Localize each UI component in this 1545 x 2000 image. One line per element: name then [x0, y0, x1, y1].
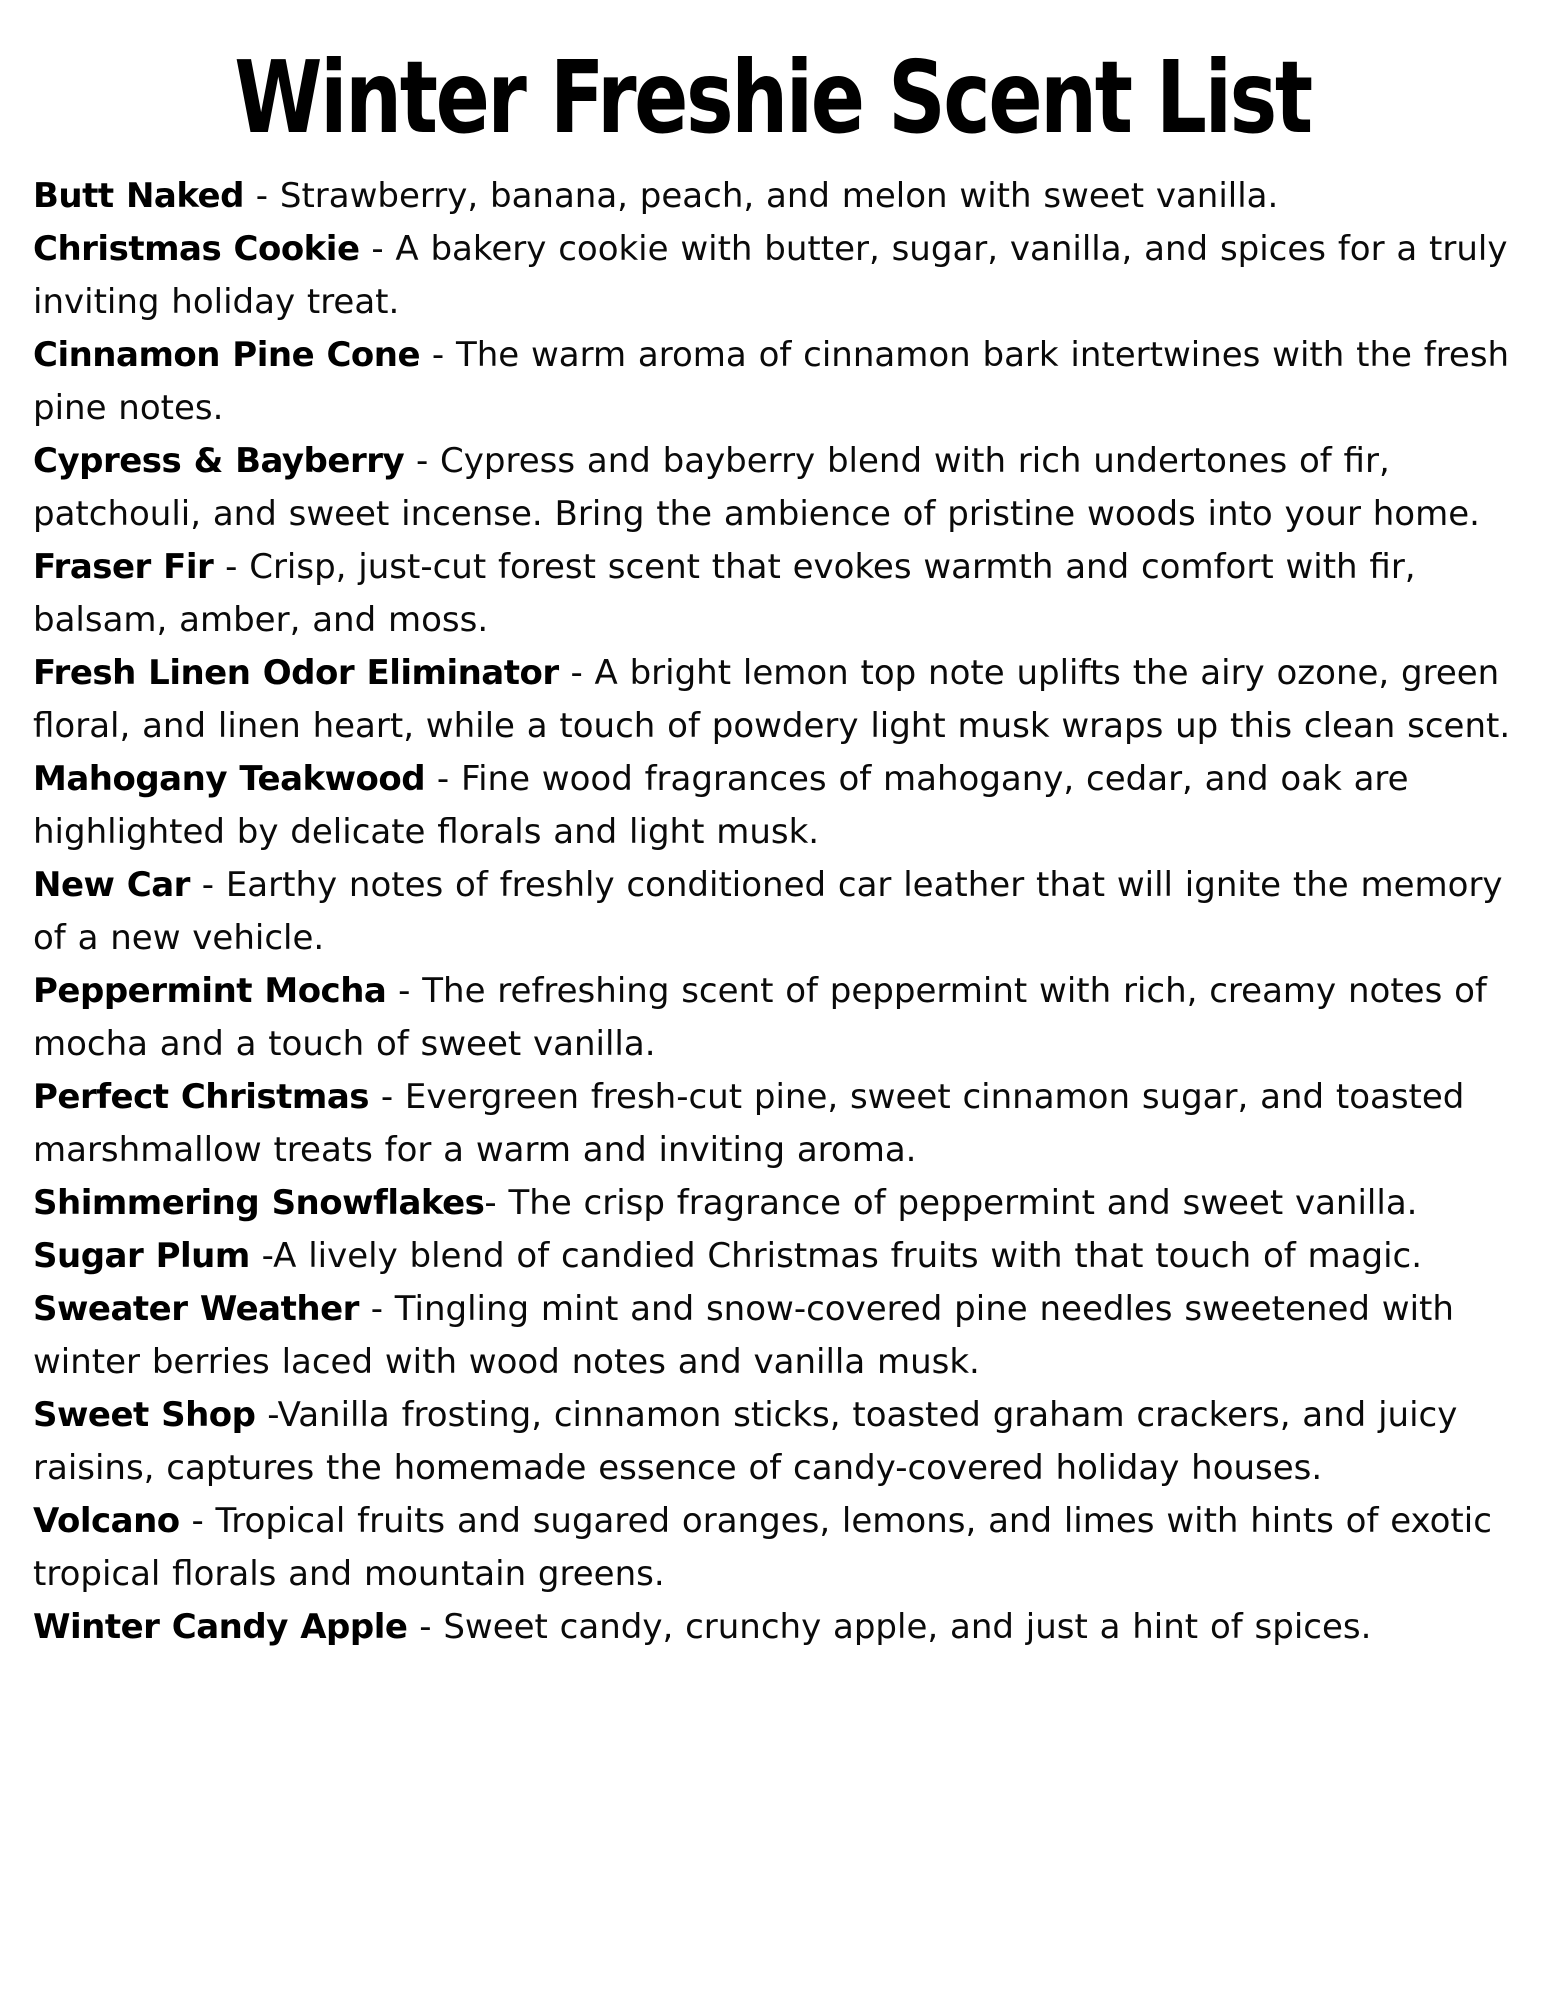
separator: - [484, 1183, 509, 1223]
scent-description: Sweet candy, crunchy apple, and just a hint of spices. [443, 1607, 1372, 1647]
scent-description: Vanilla frosting, cinnamon sticks, toasted graham crackers, and juicy raisins, captures the homemade essence of candy-covered holiday houses. [33, 1395, 1470, 1488]
scent-description: Earthy notes of freshly conditioned car leather that will ignite the memory of a new vehicle. [33, 865, 1515, 958]
scent-name: Perfect Christmas [33, 1077, 370, 1117]
scent-name: Fraser Fir [33, 547, 214, 587]
scent-item-fresh-linen-odor-eliminator [33, 647, 1512, 753]
scent-description: A lively blend of candied Christmas fruits with that touch of magic. [273, 1236, 1423, 1276]
scent-description: A bakery cookie with butter, sugar, vanilla, and spices for a truly inviting holiday treat. [33, 229, 1520, 322]
scent-description: The warm aroma of cinnamon bark intertwines with the fresh pine notes. [33, 335, 1521, 428]
scent-description: A bright lemon top note uplifts the airy ozone, green floral, and linen heart, while a touch of powdery light musk wraps up this clean scent. [33, 653, 1512, 746]
separator: - [420, 335, 456, 375]
scent-item-fraser-fir [33, 541, 1512, 647]
scent-name: Sugar Plum [33, 1236, 250, 1276]
separator: - [407, 1607, 444, 1647]
separator: - [249, 1236, 274, 1276]
scent-description: The crisp fragrance of peppermint and sweet vanilla. [508, 1183, 1418, 1223]
scent-item-new-car [33, 859, 1515, 965]
separator: - [213, 547, 250, 587]
scent-name: Peppermint Mocha [33, 971, 387, 1011]
scent-name: New Car [33, 865, 190, 905]
scent-name: Sweater Weather [33, 1289, 359, 1329]
scent-item-butt-naked [33, 170, 1512, 223]
scent-item-sugar-plum [33, 1230, 1512, 1283]
scent-item-volcano [33, 1495, 1512, 1601]
scent-description: Crisp, just-cut forest scent that evokes warmth and comfort with fir, balsam, amber, and moss. [33, 547, 1428, 640]
scent-item-christmas-cookie [33, 223, 1520, 329]
separator: - [243, 176, 280, 216]
scent-list [33, 170, 1521, 1654]
scent-name: Shimmering Snowflakes [33, 1183, 485, 1223]
scent-description: Tingling mint and snow-covered pine needles sweetened with winter berries laced with wood notes and vanilla musk. [33, 1289, 1466, 1382]
scent-description: Strawberry, banana, peach, and melon with sweet vanilla. [279, 176, 1279, 216]
scent-item-shimmering-snowflakes [33, 1177, 1512, 1230]
separator: - [404, 441, 441, 481]
scent-name: Mahogany Teakwood [33, 759, 426, 799]
scent-item-mahogany-teakwood [33, 753, 1512, 859]
separator: - [425, 759, 461, 799]
scent-description: Tropical fruits and sugared oranges, lemons, and limes with hints of exotic tropical florals and mountain greens. [33, 1501, 1504, 1594]
separator: - [255, 1395, 278, 1435]
scent-description: The refreshing scent of peppermint with rich, creamy notes of mocha and a touch of sweet vanilla. [33, 971, 1499, 1064]
separator: - [369, 1077, 405, 1117]
separator: - [358, 1289, 395, 1329]
scent-description: Evergreen fresh-cut pine, sweet cinnamon sugar, and toasted marshmallow treats for a warm and inviting aroma. [33, 1077, 1477, 1170]
scent-name: Cinnamon Pine Cone [33, 335, 421, 375]
scent-name: Cypress & Bayberry [33, 441, 405, 481]
separator: - [179, 1501, 216, 1541]
scent-item-peppermint-mocha [33, 965, 1512, 1071]
scent-description: Cypress and bayberry blend with rich undertones of fir, patchouli, and sweet incense. Bring the ambience of pristine woods into your home. [33, 441, 1480, 534]
page-title: Winter Freshie Scent List [234, 39, 1311, 156]
scent-item-perfect-christmas [33, 1071, 1512, 1177]
separator: - [386, 971, 423, 1011]
scent-item-sweater-weather [33, 1283, 1512, 1389]
separator: - [558, 653, 595, 693]
scent-name: Winter Candy Apple [33, 1607, 408, 1647]
scent-item-cinnamon-pine-cone [33, 329, 1521, 435]
scent-name: Sweet Shop [33, 1395, 256, 1435]
scent-item-cypress-bayberry [33, 435, 1512, 541]
scent-item-winter-candy-apple [33, 1601, 1512, 1654]
scent-name: Fresh Linen Odor Eliminator [33, 653, 559, 693]
scent-item-sweet-shop [33, 1389, 1512, 1495]
separator: - [189, 865, 226, 905]
scent-name: Volcano [33, 1501, 180, 1541]
scent-name: Christmas Cookie [33, 229, 360, 269]
scent-description: Fine wood fragrances of mahogany, cedar, and oak are highlighted by delicate florals and light musk. [33, 759, 1421, 852]
separator: - [359, 229, 396, 269]
scent-name: Butt Naked [33, 176, 244, 216]
